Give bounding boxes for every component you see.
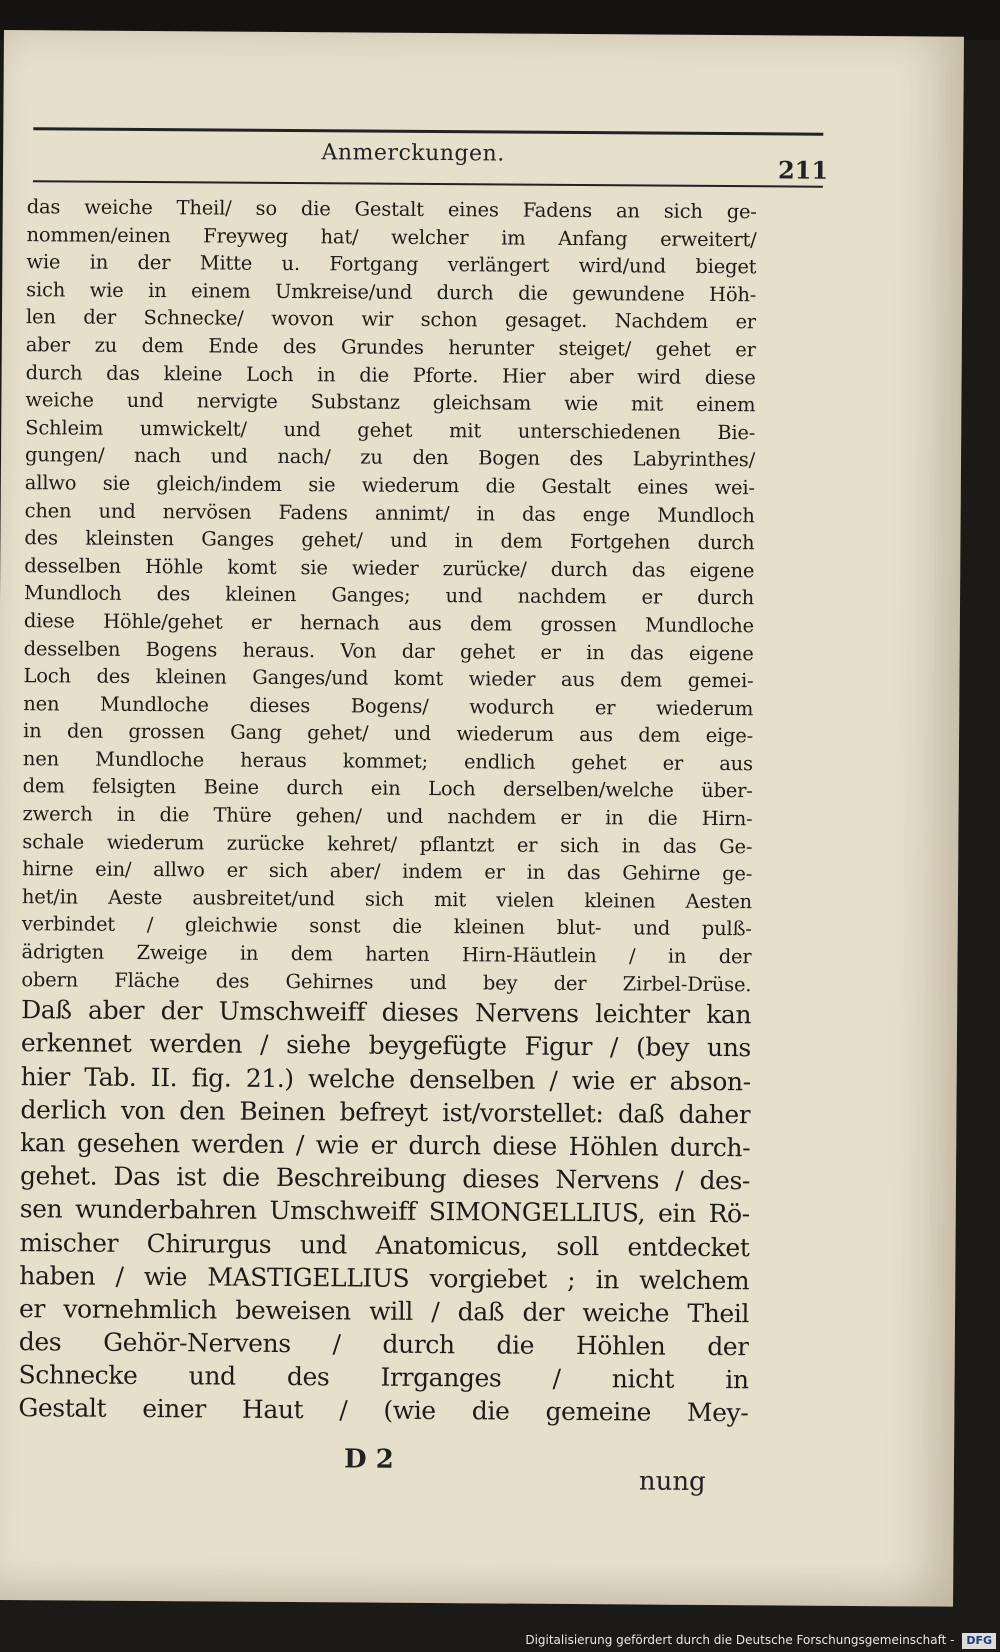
signature-mark: D 2 bbox=[343, 1444, 394, 1475]
text-line: sich wie in einem Umkreise/und durch die gewundene Höh- bbox=[26, 277, 757, 307]
text-line: Schnecke und des Irrganges / nicht in bbox=[18, 1360, 749, 1395]
header-rule-top bbox=[33, 127, 823, 136]
text-line: das weiche Theil/ so die Gestalt eines Fadens an sich ge- bbox=[26, 195, 757, 224]
text-line: er vornehmlich beweisen will / daß der weiche Theil bbox=[18, 1294, 750, 1329]
text-line: Daß aber der Umschweiff dieses Nervens leichter kan bbox=[21, 995, 752, 1030]
text-line: sen wunderbahren Umschweiff SIMONGELLIUS, ein Rö- bbox=[19, 1194, 750, 1229]
text-line: gehet. Das ist die Beschreibung dieses Nervens / des- bbox=[19, 1161, 751, 1196]
book-page bbox=[0, 30, 964, 1607]
text-line: wie in der Mitte u. Fortgang verlängert wird/und bieget bbox=[26, 250, 757, 279]
text-line: hier Tab. II. fig. 21.) welche denselben / wie er abson- bbox=[20, 1061, 751, 1096]
text-line: schale wiederum zurücke kehret/ pflantzt er sich in das Ge- bbox=[22, 829, 753, 858]
catchword: nung bbox=[638, 1466, 706, 1497]
text-line: kan gesehen werden / wie er durch diese Höhlen durch- bbox=[20, 1128, 751, 1163]
text-line: obern Fläche des Gehirnes und bey der Zirbel-Drüse. bbox=[21, 967, 752, 996]
text-line: weiche und nervigte Substanz gleichsam wie mit einem bbox=[25, 388, 756, 417]
digitization-footer bbox=[0, 1628, 996, 1652]
text-line: aber zu dem Ende des Grundes herunter steiget/ gehet er bbox=[25, 333, 756, 362]
body-text bbox=[18, 193, 757, 1430]
text-line: chen und nervösen Fadens annimt/ in das enge Mundloch bbox=[24, 498, 755, 527]
text-line: nen Mundloche dieses Bogens/ wodurch er wiederum bbox=[23, 691, 754, 720]
text-line: dem felsigten Beine durch ein Loch derselben/welche über- bbox=[22, 774, 753, 803]
running-head: Anmerckungen. bbox=[321, 140, 505, 167]
text-line: mischer Chirurgus und Anatomicus, soll entdecket bbox=[19, 1227, 750, 1262]
text-line: hirne ein/ allwo er sich aber/ indem er in das Gehirne ge- bbox=[22, 857, 753, 886]
dfg-logo: DFG bbox=[962, 1633, 996, 1649]
text-line: het/in Aeste ausbreitet/und sich mit vielen kleinen Aesten bbox=[21, 884, 753, 914]
text-line: nommen/einen Freyweg hat/ welcher im Anfang erweitert/ bbox=[26, 222, 757, 251]
text-line: des kleinsten Ganges gehet/ und in dem Fortgehen durch bbox=[24, 526, 755, 555]
text-line: derlich von den Beinen befreyt ist/vorstellet: daß daher bbox=[20, 1094, 751, 1130]
text-line: haben / wie MASTIGELLIUS vorgiebet ; in welchem bbox=[19, 1260, 750, 1295]
header-rule-bottom bbox=[33, 180, 823, 188]
text-line: verbindet / gleichwie sonst die kleinen blut- und pulß- bbox=[21, 912, 752, 941]
text-line: in den grossen Gang gehet/ und wiederum aus dem eige- bbox=[23, 719, 754, 748]
footer-text: Digitalisierung gefördert durch die Deutsche Forschungsgemeinschaft - bbox=[525, 1633, 955, 1647]
text-line: desselben Bogens heraus. Von dar gehet er in das eigene bbox=[23, 636, 754, 665]
text-line: Mundloch des kleinen Ganges; und nachdem er durch bbox=[23, 581, 755, 610]
page-number: 211 bbox=[777, 155, 829, 185]
text-line: zwerch in die Thüre gehen/ und nachdem er in die Hirn- bbox=[22, 802, 753, 831]
text-line: len der Schnecke/ wovon wir schon gesaget. Nachdem er bbox=[25, 305, 757, 334]
text-line: ädrigten Zweige in dem harten Hirn-Häutlein / in der bbox=[21, 940, 752, 969]
text-line: desselben Höhle komt sie wieder zurücke/ durch das eigene bbox=[24, 553, 755, 582]
text-line: nen Mundloche heraus kommet; endlich gehet er aus bbox=[22, 747, 753, 776]
text-line: des Gehör-Nervens / durch die Höhlen der bbox=[18, 1327, 749, 1362]
text-line: gungen/ nach und nach/ zu den Bogen des Labyrinthes/ bbox=[24, 443, 756, 472]
text-line: diese Höhle/gehet er hernach aus dem grossen Mundloche bbox=[23, 609, 754, 638]
text-line: durch das kleine Loch in die Pforte. Hier aber wird diese bbox=[25, 360, 756, 389]
text-line: Schleim umwickelt/ und gehet mit unterschiedenen Bie- bbox=[25, 415, 756, 445]
text-line: Gestalt einer Haut / (wie die gemeine Mey- bbox=[18, 1393, 749, 1428]
text-line: allwo sie gleich/indem sie wiederum die Gestalt eines wei- bbox=[24, 471, 755, 500]
text-line: Loch des kleinen Ganges/und komt wieder aus dem gemei- bbox=[23, 664, 754, 693]
text-line: erkennet werden / siehe beygefügte Figur / (bey uns bbox=[20, 1028, 752, 1063]
